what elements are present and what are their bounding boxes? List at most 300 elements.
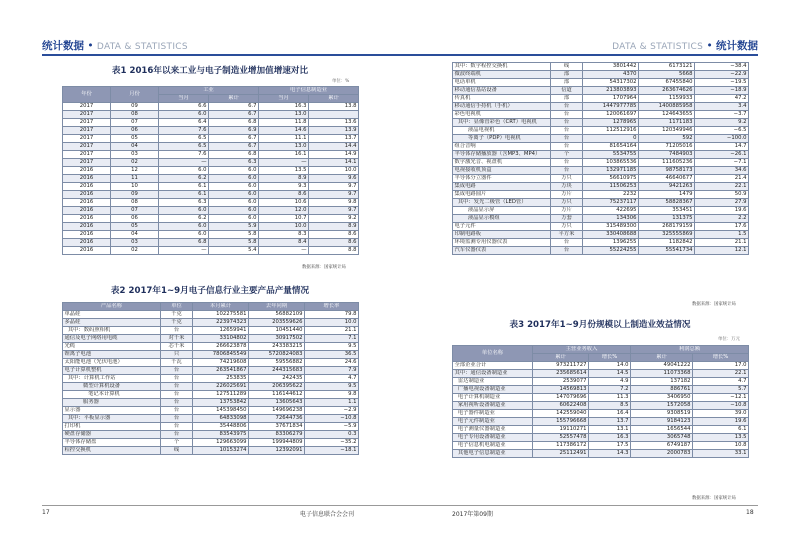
table-cell: 13605643 [249,399,305,407]
table-cell: 5.8 [209,239,259,247]
table-row [453,135,749,143]
table-cell: 服务器 [63,399,161,407]
table1-sub-cumulative: 累计 [209,95,259,103]
table-cell: 1707964 [583,95,639,103]
table-cell: 太阳能电池（光伏电池） [63,359,161,367]
table-cell: 10.0 [309,167,359,175]
table-cell: 08 [111,111,159,119]
table-cell: 13.7 [589,418,631,426]
table-row [63,407,359,415]
table-cell: 112512916 [583,127,639,135]
table-row [453,167,749,175]
table-cell: 04 [111,231,159,239]
table-cell: 120349946 [639,127,695,135]
table-cell: 19.6 [695,207,749,215]
table-row [63,135,359,143]
table-cell: −19.5 [695,79,749,87]
table-cell: 电子计算机整机 [63,367,161,375]
table-cell: 52557478 [533,434,589,442]
table-cell [309,111,359,119]
table-cell: 83306279 [249,431,305,439]
table-cell: 2016 [63,231,111,239]
table-cell: 243383215 [249,343,305,351]
table-cell: −2.9 [305,407,359,415]
table-cell: 显示器 [63,407,161,415]
table-cell: 3.4 [695,103,749,111]
table-row [63,175,359,183]
table-cell: 部 [551,79,583,87]
issue-label: 2017年第09期 [452,511,493,518]
table-cell: 263541867 [193,367,249,375]
table-cell: 30917502 [249,335,305,343]
table-cell: 04 [111,143,159,151]
table-cell: 21.4 [695,175,749,183]
table-cell: 2016 [63,167,111,175]
table-cell: 11506253 [583,183,639,191]
table-cell: 213803893 [583,87,639,95]
table-cell: 2017 [63,111,111,119]
table-cell: 235685614 [533,370,589,378]
table-cell: 268179159 [639,223,695,231]
table-cell: 9.2 [695,119,749,127]
table1-sub-cumulative: 累计 [309,95,359,103]
table1-title: 表1 2016年以来工业与电子制造业增加值增速对比 [111,66,309,76]
table-cell: 9.5 [305,343,359,351]
table-cell: 16.3 [259,103,309,111]
table-cell: −22.9 [695,71,749,79]
table-cell: 6.0 [209,199,259,207]
table-cell: 半导体存储播放器（含MP3、MP4） [453,151,551,159]
table-cell: 6.2 [159,215,209,223]
table-cell: 2000783 [631,450,693,458]
table-row [453,95,749,103]
table-cell: 6.0 [159,231,209,239]
table-cell: 22.1 [695,183,749,191]
table-cell: 21.1 [695,239,749,247]
table-cell: 全部企业合计 [453,362,533,370]
table-cell: 2016 [63,223,111,231]
table-cell: 6.1 [159,183,209,191]
table-cell: 电话单机 [453,79,551,87]
table-cell: 64833098 [193,415,249,423]
table-cell: 98758173 [639,167,695,175]
table-cell: 6.1 [159,191,209,199]
table-cell: 台 [161,375,193,383]
table-cell: 330408688 [583,231,639,239]
table-cell: 万只 [551,223,583,231]
table3-group-profit: 利润总额 [631,346,749,354]
table-cell: 7.6 [159,127,209,135]
table-cell: 电子元件制造业 [453,418,533,426]
table-row [63,143,359,151]
table-cell: 2016 [63,239,111,247]
table3-sub-cumulative: 累计 [533,354,589,362]
table-cell: 13.6 [309,119,359,127]
table-row [453,183,749,191]
table-cell: 14.9 [309,151,359,159]
table-cell: 6.8 [159,239,209,247]
table-cell: 8.5 [589,402,631,410]
page-number-left: 17 [42,509,50,516]
table-cell: 6.1 [693,426,749,434]
table-cell: 2016 [63,199,111,207]
table1-group-electronics: 电子信息制造业 [259,87,359,95]
table-cell: 10451440 [249,327,305,335]
table-cell: 信道 [551,87,583,95]
table-cell: 台 [161,407,193,415]
table-cell: 2232 [583,191,639,199]
table-cell: 电子信息机电制造业 [453,442,533,450]
table-cell: 7806845549 [193,351,249,359]
table-row [63,383,359,391]
table-cell: 1479 [639,191,695,199]
table-cell: 14.4 [309,143,359,151]
table-cell: 台 [161,423,193,431]
table-cell: 9.3 [259,183,309,191]
table-cell: 万片 [551,207,583,215]
table-cell: 22.1 [693,370,749,378]
table-cell: 10.6 [259,199,309,207]
table-row [63,423,359,431]
table-cell: 9.7 [309,191,359,199]
table-cell: 6.4 [159,119,209,127]
table-cell: 74219608 [193,359,249,367]
table-row [453,111,749,119]
table-cell: 8.8 [309,247,359,255]
table-cell: 0 [583,135,639,143]
table-cell: 2016 [63,183,111,191]
table-cell: 55541734 [639,247,695,255]
table-cell: 226025691 [193,383,249,391]
table-cell: 16.4 [589,410,631,418]
table-cell: 33104802 [193,335,249,343]
table-row [453,143,749,151]
table-cell: 9.5 [305,383,359,391]
table-cell: 56610975 [583,175,639,183]
table-row [453,394,749,402]
right-page-header: DATA & STATISTICS • 统计数据 [612,40,758,52]
table-row [63,223,359,231]
table-cell: 60622408 [533,402,589,410]
table-row [453,79,749,87]
table-cell: 程控交换机 [63,447,161,455]
table-cell: 部 [551,71,583,79]
table-cell: −26.1 [695,151,749,159]
table-cell: 81654164 [583,143,639,151]
table-cell: 8.9 [259,175,309,183]
table-cell: 电子计算机制造业 [453,394,533,402]
table-cell: 6.0 [159,111,209,119]
table-cell: 37671834 [249,423,305,431]
table-cell: −3.7 [695,111,749,119]
table-cell: 6.7 [209,103,259,111]
table-row [453,410,749,418]
section-title-en: DATA & STATISTICS [96,42,188,52]
table-cell: 223974323 [193,319,249,327]
table-cell: 8.9 [309,223,359,231]
table-cell: 206395622 [249,383,305,391]
table-cell: 其中：计算机工作站 [63,375,161,383]
table-row [453,159,749,167]
left-page-header: 统计数据 • DATA & STATISTICS [42,40,188,52]
table-row [453,215,749,223]
table-row [63,431,359,439]
publication-title: 电子信息联合会会刊 [300,511,355,518]
table-cell: 7.2 [589,386,631,394]
table-cell: 3406950 [631,394,693,402]
table-cell: 27.9 [695,199,749,207]
table-row [63,439,359,447]
table-cell: 155796668 [533,418,589,426]
table-row [453,378,749,386]
table-cell: 02 [111,247,159,255]
table-cell: 10 [111,183,159,191]
table-row [63,159,359,167]
table-cell: 266623878 [193,343,249,351]
table-row [63,447,359,455]
table-cell: 03 [111,151,159,159]
table-cell: 6173121 [639,63,695,71]
table-cell: 家用视听设备制造业 [453,402,533,410]
table-row [63,119,359,127]
table-row [63,231,359,239]
table3-unit: 单位：万元 [718,337,740,342]
table-cell: 10153274 [193,447,249,455]
table-cell: 部 [551,95,583,103]
table-cell: 1159933 [639,95,695,103]
table-row [453,103,749,111]
table-cell: 8.6 [309,231,359,239]
table-cell: 6.7 [209,143,259,151]
table2-header-cell: 去年同期 [249,303,305,311]
table-cell: 16.3 [589,434,631,442]
table-row [63,103,359,111]
table-row [453,426,749,434]
table-cell: 116144612 [249,391,305,399]
table-cell: 多晶硅 [63,319,161,327]
table-row [453,231,749,239]
table-row [453,199,749,207]
table-cell: 9308519 [631,410,693,418]
table-cell: 10.0 [259,223,309,231]
table-cell: 13.0 [259,111,309,119]
table-cell: 千克 [161,311,193,319]
table-cell: 3065748 [631,434,693,442]
table-cell: 2016 [63,247,111,255]
table-cell: 1572058 [631,402,693,410]
table-cell: 6.0 [159,223,209,231]
table-cell: 平方米 [551,231,583,239]
table-cell: 8.6 [259,191,309,199]
table-cell: 17.5 [589,442,631,450]
table-cell: 4.9 [589,378,631,386]
table-cell: 8.6 [309,239,359,247]
page-number-right: 18 [746,509,754,516]
table-cell: 6.0 [209,191,259,199]
table-cell: 6.0 [209,183,259,191]
table-cell: — [259,247,309,255]
table-row [63,351,359,359]
table-cell: 电子元件 [453,223,551,231]
table2-header-cell: 单位 [161,303,193,311]
table-cell: 353451 [639,207,695,215]
table-cell: 263674626 [639,87,695,95]
table-cell: 199944809 [249,439,305,447]
table-cell: 56882109 [249,311,305,319]
table-cell: 万套 [551,215,583,223]
table-cell: 1.5 [695,231,749,239]
table3-sub-cumulative: 累计 [631,354,693,362]
table-row [453,247,749,255]
table-cell: 1182842 [639,239,695,247]
table-cell: 6.8 [209,151,259,159]
table-cell: 其中：数字程控交换机 [453,63,551,71]
table-cell: 145398450 [193,407,249,415]
table-cell: 台 [551,247,583,255]
table-row [63,247,359,255]
table-row [63,311,359,319]
table-cell: 传真机 [453,95,551,103]
table-cell: 9.7 [309,207,359,215]
table-cell: 线 [161,447,193,455]
table-cell: 台 [551,103,583,111]
table3-group-revenue: 主营业务收入 [533,346,631,354]
table-cell: 149696238 [249,407,305,415]
table-cell: — [159,159,209,167]
table-cell: 49041222 [631,362,693,370]
table-cell: 12.1 [695,247,749,255]
table-cell: −18.1 [305,447,359,455]
table-cell: 5.8 [209,231,259,239]
table-row [63,359,359,367]
table-cell: 11 [111,175,159,183]
table-cell: 03 [111,239,159,247]
table2 [62,302,359,455]
table-cell: 11.1 [259,135,309,143]
table-cell: 13.9 [309,127,359,135]
table-cell: 其中：通信设备制造业 [453,370,533,378]
table-cell: 13.5 [693,434,749,442]
table-row [453,151,749,159]
table-row [63,167,359,175]
table-cell: 5668 [639,71,695,79]
table-cell: 6.5 [159,135,209,143]
table-cell: 5534755 [583,151,639,159]
table-cell: 0.3 [305,431,359,439]
footer-rule [42,505,400,506]
table-cell: 117386172 [533,442,589,450]
table-cell: 半导体分立器件 [453,175,551,183]
table-cell: 13.1 [589,426,631,434]
table-cell: 6749187 [631,442,693,450]
table1-source: 数据来源：国家统计局 [302,265,346,270]
table-cell: 单晶硅 [63,311,161,319]
table-cell: −38.4 [695,63,749,71]
table-cell: 36.5 [305,351,359,359]
table-cell: 其他电子信息制造业 [453,450,533,458]
table-cell: 打印机 [63,423,161,431]
table-row [63,127,359,135]
table3-sub-growth: 增长% [589,354,631,362]
table-row [453,386,749,394]
table-cell: 71205016 [639,143,695,151]
table-cell: 124643655 [639,111,695,119]
table-cell: 39.0 [693,410,749,418]
table1-sub-current: 当月 [259,95,309,103]
table-cell: 6.3 [159,199,209,207]
table-cell: 2016 [63,215,111,223]
table-cell: 9.2 [309,215,359,223]
table-cell: 硬盘存储器 [63,431,161,439]
table-cell: −18.9 [695,87,749,95]
table-cell: 50.9 [695,191,749,199]
table-cell: 17.6 [695,223,749,231]
table-cell: 134306 [583,215,639,223]
table-cell: 59556882 [249,359,305,367]
table-cell: 07 [111,119,159,127]
table-cell: 台 [551,111,583,119]
table-cell: 个 [551,151,583,159]
table1-group-industry: 工业 [159,87,259,95]
table-cell: 14.0 [589,362,631,370]
table-cell: 6.0 [159,167,209,175]
table-cell: 印制电路板 [453,231,551,239]
table-cell: 1447977785 [583,103,639,111]
table-cell: 67455840 [639,79,695,87]
table-cell: 14.3 [589,450,631,458]
table-cell: 其中：数码照相机 [63,327,161,335]
footer-rule [400,505,758,506]
table-cell: 05 [111,135,159,143]
table-row [63,151,359,159]
section-title-cn: 统计数据 [42,40,84,52]
table2-header-cell: 产品名称 [63,303,161,311]
table-row [63,375,359,383]
table-cell: 54317302 [583,79,639,87]
table-cell: 台 [161,431,193,439]
table-cell: 13.8 [309,103,359,111]
table-cell: 微波终端机 [453,71,551,79]
table-cell: 13753842 [193,399,249,407]
table-cell: 14.6 [259,127,309,135]
table-cell: −5.9 [305,423,359,431]
table-cell: 07 [111,207,159,215]
table-cell: 台 [551,143,583,151]
table-row [63,415,359,423]
table-cell: 1.1 [305,399,359,407]
table-row [453,402,749,410]
table3-title: 表3 2017年1~9月份规模以上制造业效益情况 [509,320,691,330]
table-row [63,239,359,247]
table-row [453,418,749,426]
table-cell: 06 [111,215,159,223]
table-cell: 万只 [551,199,583,207]
table-cell: 16.1 [259,151,309,159]
section-title-en: DATA & STATISTICS [612,42,704,52]
table-cell: 244315683 [249,367,305,375]
table-cell: 万片 [551,191,583,199]
table-cell: 8.4 [259,239,309,247]
table-row [453,239,749,247]
table-cell: 12 [111,167,159,175]
table-cell: 2017 [63,127,111,135]
table-row [63,391,359,399]
table-cell: 33.1 [693,450,749,458]
table-cell: 台 [551,119,583,127]
table-cell: 79.8 [305,311,359,319]
table-cell: 2016 [63,175,111,183]
table-row [63,343,359,351]
